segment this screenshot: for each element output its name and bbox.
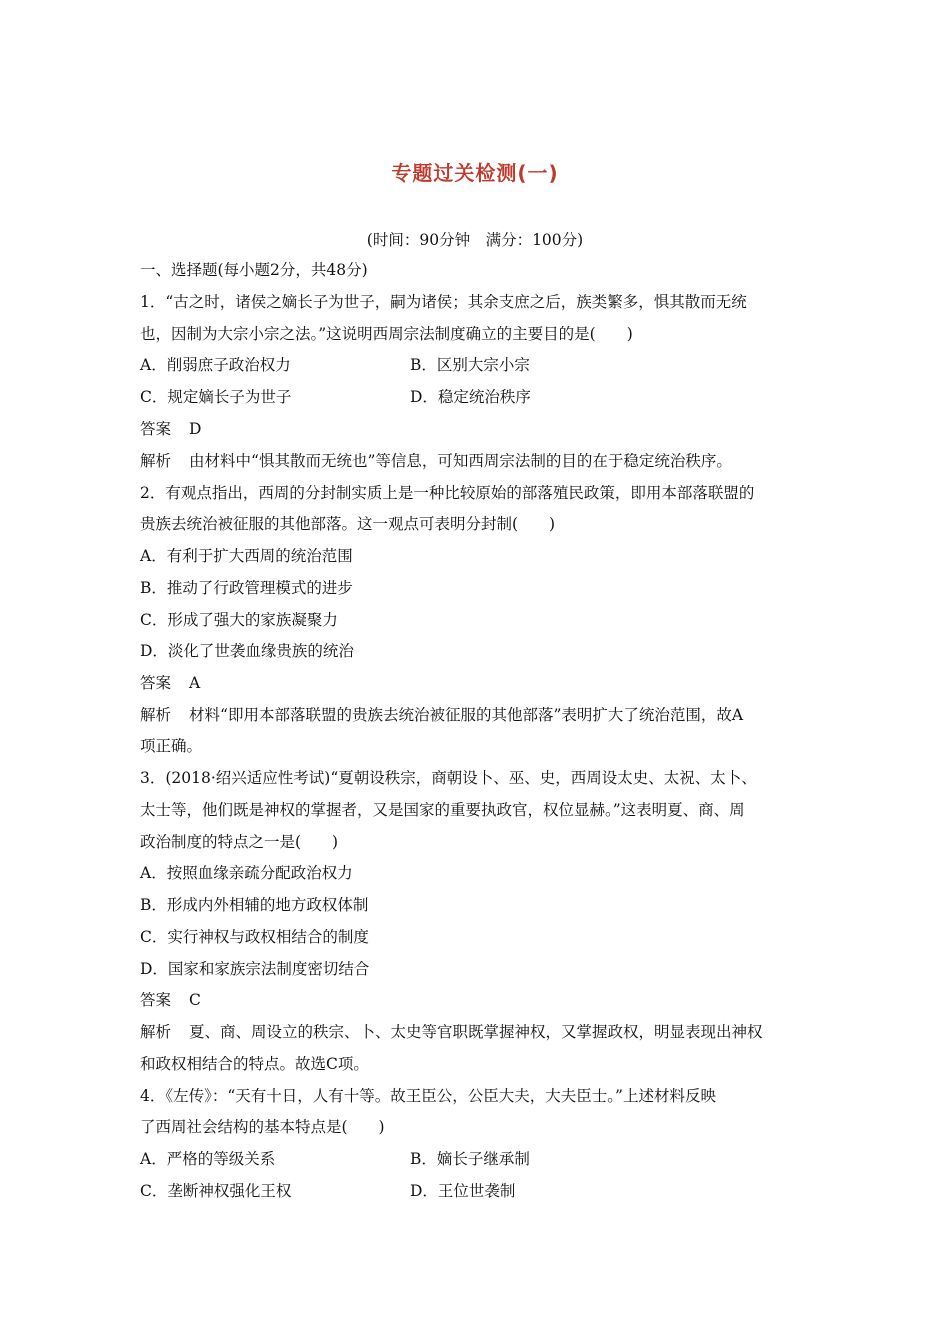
q1-options-row-1	[140, 355, 820, 375]
analysis-label: 解析	[140, 1023, 172, 1041]
q2-option-c: C．形成了强大的家族凝聚力	[140, 611, 338, 629]
q3-stem-line-3: 政治制度的特点之一是( )	[140, 833, 339, 851]
q3-option-c: C．实行神权与政权相结合的制度	[140, 928, 369, 946]
q2-analysis	[140, 705, 820, 725]
q3-option-b: B．形成内外相辅的地方政权体制	[140, 896, 369, 914]
q3-analysis-text-1: 夏、商、周设立的秩宗、卜、太史等官职既掌握神权，又掌握政权，明显表现出神权	[189, 1023, 763, 1041]
q3-analysis-text-2: 和政权相结合的特点。故选C项。	[140, 1055, 369, 1073]
q4-options-row-2	[140, 1181, 820, 1201]
q4-stem-line-2: 了西周社会结构的基本特点是( )	[140, 1118, 385, 1136]
q4-option-b: B．嫡长子继承制	[410, 1150, 530, 1168]
q2-analysis-text-2: 项正确。	[140, 737, 203, 755]
q2-stem-line-2: 贵族去统治被征服的其他部落。这一观点可表明分封制( )	[140, 515, 556, 533]
q1-option-b: B．区别大宗小宗	[410, 356, 530, 374]
q2-answer-value: A	[189, 674, 201, 692]
q4-option-d: D．王位世袭制	[410, 1182, 516, 1200]
answer-label: 答案	[140, 420, 172, 438]
q3-option-a: A．按照血缘亲疏分配政治权力	[140, 864, 353, 882]
q1-answer	[140, 419, 820, 439]
exam-meta: (时间：90分钟 满分：100分)	[366, 231, 584, 249]
page-title: 专题过关检测(一)	[391, 161, 559, 185]
q2-option-b: B．推动了行政管理模式的进步	[140, 579, 353, 597]
q2-option-d: D．淡化了世袭血缘贵族的统治	[140, 642, 354, 660]
q4-option-a: A．严格的等级关系	[140, 1150, 276, 1168]
q1-option-d: D．稳定统治秩序	[410, 388, 531, 406]
q2-option-a: A．有利于扩大西周的统治范围	[140, 547, 353, 565]
q3-analysis	[140, 1022, 820, 1042]
q4-stem-line-1: 4．《左传》：“天有十日，人有十等。故王臣公，公臣大夫，大夫臣士。”上述材料反映	[140, 1087, 716, 1105]
q4-option-c: C．垄断神权强化王权	[140, 1182, 292, 1200]
q1-analysis	[140, 451, 820, 471]
q1-option-c: C．规定嫡长子为世子	[140, 388, 292, 406]
q1-answer-value: D	[189, 420, 202, 438]
q1-stem-line-1: 1．“古之时，诸侯之嫡长子为世子，嗣为诸侯；其余支庶之后，族类繁多，惧其散而无统	[140, 293, 747, 311]
analysis-label: 解析	[140, 706, 172, 724]
q3-stem-line-1: 3．(2018·绍兴适应性考试)“夏朝设秩宗，商朝设卜、巫、史，西周设太史、太祝、太卜、	[140, 769, 757, 787]
q3-stem-line-2: 太士等，他们既是神权的掌握者，又是国家的重要执政官，权位显赫。”这表明夏、商、周	[140, 801, 745, 819]
q1-analysis-text: 由材料中“惧其散而无统也”等信息，可知西周宗法制的目的在于稳定统治秩序。	[189, 452, 732, 470]
q2-stem-line-1: 2．有观点指出，西周的分封制实质上是一种比较原始的部落殖民政策，即用本部落联盟的	[140, 484, 755, 502]
q1-stem-line-2: 也，因制为大宗小宗之法。”这说明西周宗法制度确立的主要目的是( )	[140, 325, 633, 343]
analysis-label: 解析	[140, 452, 172, 470]
q4-options-row-1	[140, 1149, 820, 1169]
q3-answer	[140, 990, 820, 1010]
answer-label: 答案	[140, 674, 172, 692]
q1-options-row-2	[140, 387, 820, 407]
answer-label: 答案	[140, 991, 172, 1009]
q2-analysis-text-1: 材料“即用本部落联盟的贵族去统治被征服的其他部落”表明扩大了统治范围，故A	[189, 706, 744, 724]
q3-answer-value: C	[189, 991, 201, 1009]
q2-answer	[140, 673, 820, 693]
q3-option-d: D．国家和家族宗法制度密切结合	[140, 960, 370, 978]
section-heading: 一、选择题(每小题2分，共48分)	[140, 261, 368, 279]
q1-option-a: A．削弱庶子政治权力	[140, 356, 291, 374]
